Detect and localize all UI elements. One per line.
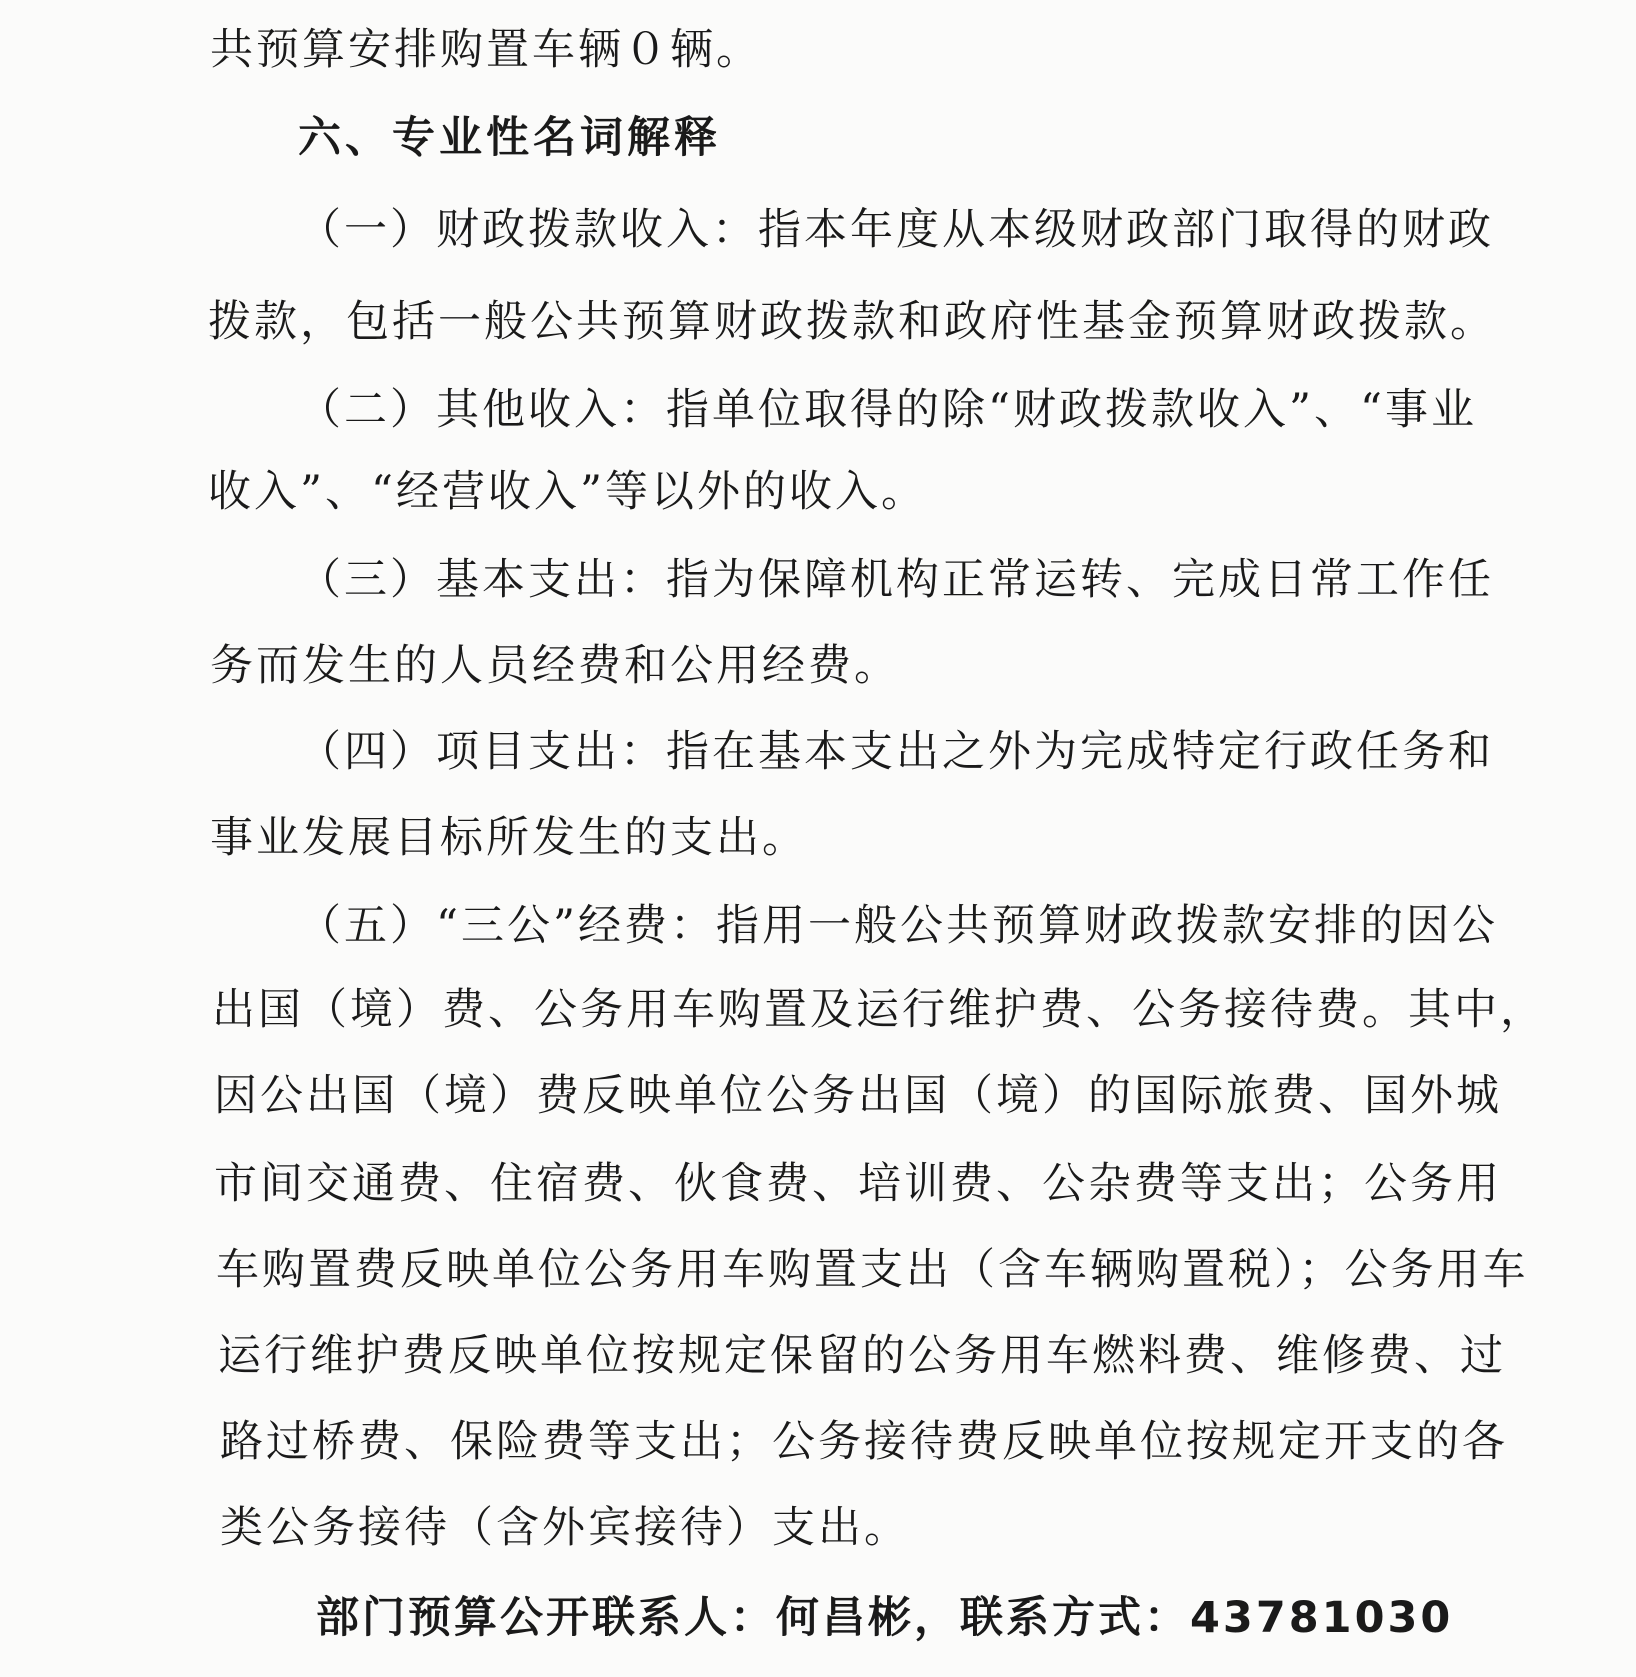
definition-2-line-1: （二）其他收入：指单位取得的除“财政拨款收入”、“事业: [298, 385, 1477, 435]
definition-1-line-1: （一）财政拨款收入：指本年度从本级财政部门取得的财政: [298, 205, 1494, 255]
definition-4-line-1: （四）项目支出：指在基本支出之外为完成特定行政任务和: [298, 727, 1494, 777]
definition-4-line-2: 事业发展目标所发生的支出。: [210, 813, 808, 863]
definition-3-line-2: 务而发生的人员经费和公用经费。: [210, 641, 900, 691]
section-heading: 六、专业性名词解释: [298, 113, 721, 163]
definition-3-line-1: （三）基本支出：指为保障机构正常运转、完成日常工作任: [298, 555, 1494, 605]
definition-5-line-7: 路过桥费、保险费等支出；公务接待费反映单位按规定开支的各: [220, 1417, 1508, 1467]
definition-2-line-2: 收入”、“经营收入”等以外的收入。: [208, 467, 927, 517]
definition-5-line-6: 运行维护费反映单位按规定保留的公务用车燃料费、维修费、过: [218, 1331, 1506, 1381]
definition-5-line-1: （五）“三公”经费：指用一般公共预算财政拨款安排的因公: [298, 901, 1498, 951]
definition-5-line-5: 车购置费反映单位公务用车购置支出（含车辆购置税）；公务用车: [216, 1245, 1529, 1295]
definition-5-line-3: 因公出国（境）费反映单位公务出国（境）的国际旅费、国外城: [214, 1071, 1502, 1121]
definition-5-line-4: 市间交通费、住宿费、伙食费、培训费、公杂费等支出；公务用: [214, 1159, 1502, 1209]
definition-5-line-8: 类公务接待（含外宾接待）支出。: [220, 1503, 910, 1553]
definition-1-line-2: 拨款，包括一般公共预算财政拨款和政府性基金预算财政拨款。: [208, 297, 1496, 347]
continuation-line: 共预算安排购置车辆０辆。: [210, 25, 762, 75]
definition-5-line-2: 出国（境）费、公务用车购置及运行维护费、公务接待费。其中，: [212, 985, 1546, 1035]
contact-line: 部门预算公开联系人：何昌彬，联系方式：43781030: [316, 1593, 1454, 1643]
